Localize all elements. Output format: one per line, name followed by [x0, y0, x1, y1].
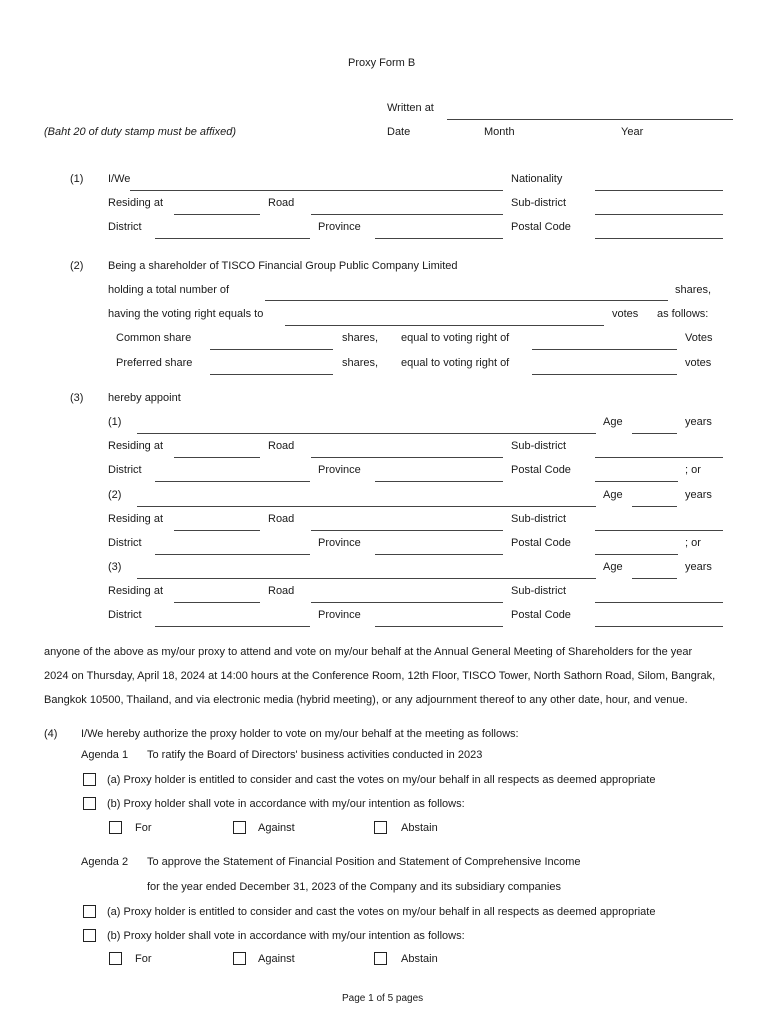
written-at-field[interactable] [447, 119, 733, 120]
shareholder-name-field[interactable] [130, 190, 503, 191]
agenda-2-against-checkbox[interactable] [233, 952, 246, 965]
agenda-2-label: Agenda 2 [81, 856, 129, 868]
proxy-2-age-label: Age [603, 489, 623, 501]
proxy-3-sub-district-field[interactable] [595, 602, 723, 603]
proxy-1-postal-label: Postal Code [511, 464, 571, 476]
nationality-label: Nationality [511, 173, 563, 185]
agenda-2-abstain-label: Abstain [401, 953, 438, 965]
page-number: Page 1 of 5 pages [342, 993, 424, 1004]
agenda-1-abstain-label: Abstain [401, 822, 438, 834]
residing-at-field[interactable] [174, 214, 260, 215]
preferred-shares-unit: shares, [342, 357, 379, 369]
district-field[interactable] [155, 238, 310, 239]
proxy-3-postal-field[interactable] [595, 626, 723, 627]
proxy-2-district-field[interactable] [155, 554, 310, 555]
agenda-2-for-checkbox[interactable] [109, 952, 122, 965]
form-title: Proxy Form B [348, 57, 416, 69]
proxy-2-or-label: ; or [685, 537, 701, 549]
proxy-1-road-label: Road [268, 440, 295, 452]
preferred-equal-label: equal to voting right of [401, 357, 510, 369]
agenda-1-for-label: For [135, 822, 152, 834]
agenda-2-option-b-checkbox[interactable] [83, 929, 96, 942]
agenda-1-abstain-checkbox[interactable] [374, 821, 387, 834]
province-label: Province [318, 221, 361, 233]
agenda-1-for-checkbox[interactable] [109, 821, 122, 834]
agenda-1-against-label: Against [258, 822, 295, 834]
proxy-3-age-field[interactable] [632, 578, 677, 579]
proxy-2-postal-label: Postal Code [511, 537, 571, 549]
proxy-3-province-field[interactable] [375, 626, 503, 627]
agenda-2-for-label: For [135, 953, 152, 965]
agenda-2-title-line-1: To approve the Statement of Financial Position and Statement of Comprehensive Income [147, 856, 581, 868]
proxy-1-number: (1) [108, 416, 122, 428]
province-field[interactable] [375, 238, 503, 239]
agenda-1-option-b-checkbox[interactable] [83, 797, 96, 810]
agenda-2-option-a-checkbox[interactable] [83, 905, 96, 918]
shares-label: shares, [675, 284, 712, 296]
common-equal-label: equal to voting right of [401, 332, 510, 344]
authorize-statement: I/We hereby authorize the proxy holder to vote on my/our behalf at the meeting as follows: [81, 728, 519, 740]
year-label: Year [621, 126, 644, 138]
proxy-3-district-label: District [108, 609, 142, 621]
proxy-2-province-field[interactable] [375, 554, 503, 555]
proxy-3-age-label: Age [603, 561, 623, 573]
proxy-2-province-label: Province [318, 537, 361, 549]
hereby-appoint-label: hereby appoint [108, 392, 181, 404]
proxy-1-name-field[interactable] [137, 433, 596, 434]
common-votes-field[interactable] [532, 349, 677, 350]
road-field[interactable] [311, 214, 503, 215]
date-label: Date [387, 126, 411, 138]
sub-district-field[interactable] [595, 214, 723, 215]
common-share-label: Common share [116, 332, 192, 344]
proxy-1-sub-district-field[interactable] [595, 457, 723, 458]
residing-at-label: Residing at [108, 197, 164, 209]
holding-label: holding a total number of [108, 284, 230, 296]
proxy-3-province-label: Province [318, 609, 361, 621]
meeting-paragraph-line-1: anyone of the above as my/our proxy to attend and vote on my/our behalf at the Annual General Meeting of Shareholders for the year [44, 646, 693, 658]
proxy-2-sub-district-field[interactable] [595, 530, 723, 531]
proxy-2-residing-field[interactable] [174, 530, 260, 531]
agenda-1-label: Agenda 1 [81, 749, 129, 761]
agenda-1-title: To ratify the Board of Directors' business activities conducted in 2023 [147, 749, 483, 761]
proxy-1-postal-field[interactable] [595, 481, 678, 482]
proxy-1-years-label: years [685, 416, 712, 428]
proxy-3-residing-field[interactable] [174, 602, 260, 603]
proxy-2-age-field[interactable] [632, 506, 677, 507]
agenda-1-against-checkbox[interactable] [233, 821, 246, 834]
common-votes-unit: Votes [685, 332, 713, 344]
proxy-2-residing-label: Residing at [108, 513, 164, 525]
proxy-3-residing-label: Residing at [108, 585, 164, 597]
meeting-paragraph-line-2: 2024 on Thursday, April 18, 2024 at 14:00 hours at the Conference Room, 12th Floor, TISCO Tower, North Sathorn Road, Silom, Bangrak, [44, 670, 716, 682]
district-label: District [108, 221, 142, 233]
i-we-label: I/We [108, 173, 131, 185]
proxy-3-sub-district-label: Sub-district [511, 585, 567, 597]
proxy-1-province-label: Province [318, 464, 361, 476]
proxy-3-number: (3) [108, 561, 122, 573]
meeting-paragraph-line-3: Bangkok 10500, Thailand, and via electronic media (hybrid meeting), or any adjournment thereof to any other date, hour, and venue. [44, 694, 688, 706]
section-4-number: (4) [44, 728, 58, 740]
votes-label: votes [612, 308, 639, 320]
preferred-shares-field[interactable] [210, 374, 333, 375]
nationality-field[interactable] [595, 190, 723, 191]
section-3-number: (3) [70, 392, 84, 404]
proxy-2-road-field[interactable] [311, 530, 503, 531]
preferred-share-label: Preferred share [116, 357, 193, 369]
preferred-votes-unit: votes [685, 357, 712, 369]
voting-right-label: having the voting right equals to [108, 308, 264, 320]
sub-district-label: Sub-district [511, 197, 567, 209]
agenda-2-abstain-checkbox[interactable] [374, 952, 387, 965]
proxy-2-road-label: Road [268, 513, 295, 525]
proxy-3-years-label: years [685, 561, 712, 573]
proxy-3-road-field[interactable] [311, 602, 503, 603]
stamp-note: (Baht 20 of duty stamp must be affixed) [44, 126, 236, 138]
proxy-3-district-field[interactable] [155, 626, 310, 627]
agenda-1-option-a-checkbox[interactable] [83, 773, 96, 786]
shareholder-statement: Being a shareholder of TISCO Financial Group Public Company Limited [108, 260, 458, 272]
road-label: Road [268, 197, 295, 209]
as-follows-label: as follows: [657, 308, 709, 320]
common-shares-unit: shares, [342, 332, 379, 344]
proxy-1-district-label: District [108, 464, 142, 476]
proxy-1-age-label: Age [603, 416, 623, 428]
proxy-1-residing-label: Residing at [108, 440, 164, 452]
proxy-2-sub-district-label: Sub-district [511, 513, 567, 525]
proxy-2-years-label: years [685, 489, 712, 501]
postal-code-label: Postal Code [511, 221, 571, 233]
total-shares-field[interactable] [265, 300, 668, 301]
common-shares-field[interactable] [210, 349, 333, 350]
section-2-number: (2) [70, 260, 84, 272]
section-1-number: (1) [70, 173, 84, 185]
written-at-label: Written at [387, 102, 434, 114]
total-votes-field[interactable] [285, 325, 604, 326]
proxy-1-road-field[interactable] [311, 457, 503, 458]
proxy-1-province-field[interactable] [375, 481, 503, 482]
agenda-2-title-line-2: for the year ended December 31, 2023 of the Company and its subsidiary companies [147, 881, 561, 893]
month-label: Month [484, 126, 515, 138]
agenda-2-option-a-label: (a) Proxy holder is entitled to consider and cast the votes on my/our behalf in all respects as deemed appropriate [107, 906, 656, 918]
proxy-1-or-label: ; or [685, 464, 701, 476]
agenda-1-option-a-label: (a) Proxy holder is entitled to consider and cast the votes on my/our behalf in all respects as deemed appropriate [107, 774, 656, 786]
proxy-2-district-label: District [108, 537, 142, 549]
proxy-1-residing-field[interactable] [174, 457, 260, 458]
preferred-votes-field[interactable] [532, 374, 677, 375]
proxy-2-postal-field[interactable] [595, 554, 678, 555]
proxy-1-district-field[interactable] [155, 481, 310, 482]
proxy-3-road-label: Road [268, 585, 295, 597]
postal-code-field[interactable] [595, 238, 723, 239]
proxy-2-number: (2) [108, 489, 122, 501]
proxy-1-sub-district-label: Sub-district [511, 440, 567, 452]
agenda-1-option-b-label: (b) Proxy holder shall vote in accordance with my/our intention as follows: [107, 798, 465, 810]
proxy-2-name-field[interactable] [137, 506, 596, 507]
proxy-1-age-field[interactable] [632, 433, 677, 434]
agenda-2-option-b-label: (b) Proxy holder shall vote in accordance with my/our intention as follows: [107, 930, 465, 942]
proxy-3-postal-label: Postal Code [511, 609, 571, 621]
agenda-2-against-label: Against [258, 953, 295, 965]
proxy-3-name-field[interactable] [137, 578, 596, 579]
